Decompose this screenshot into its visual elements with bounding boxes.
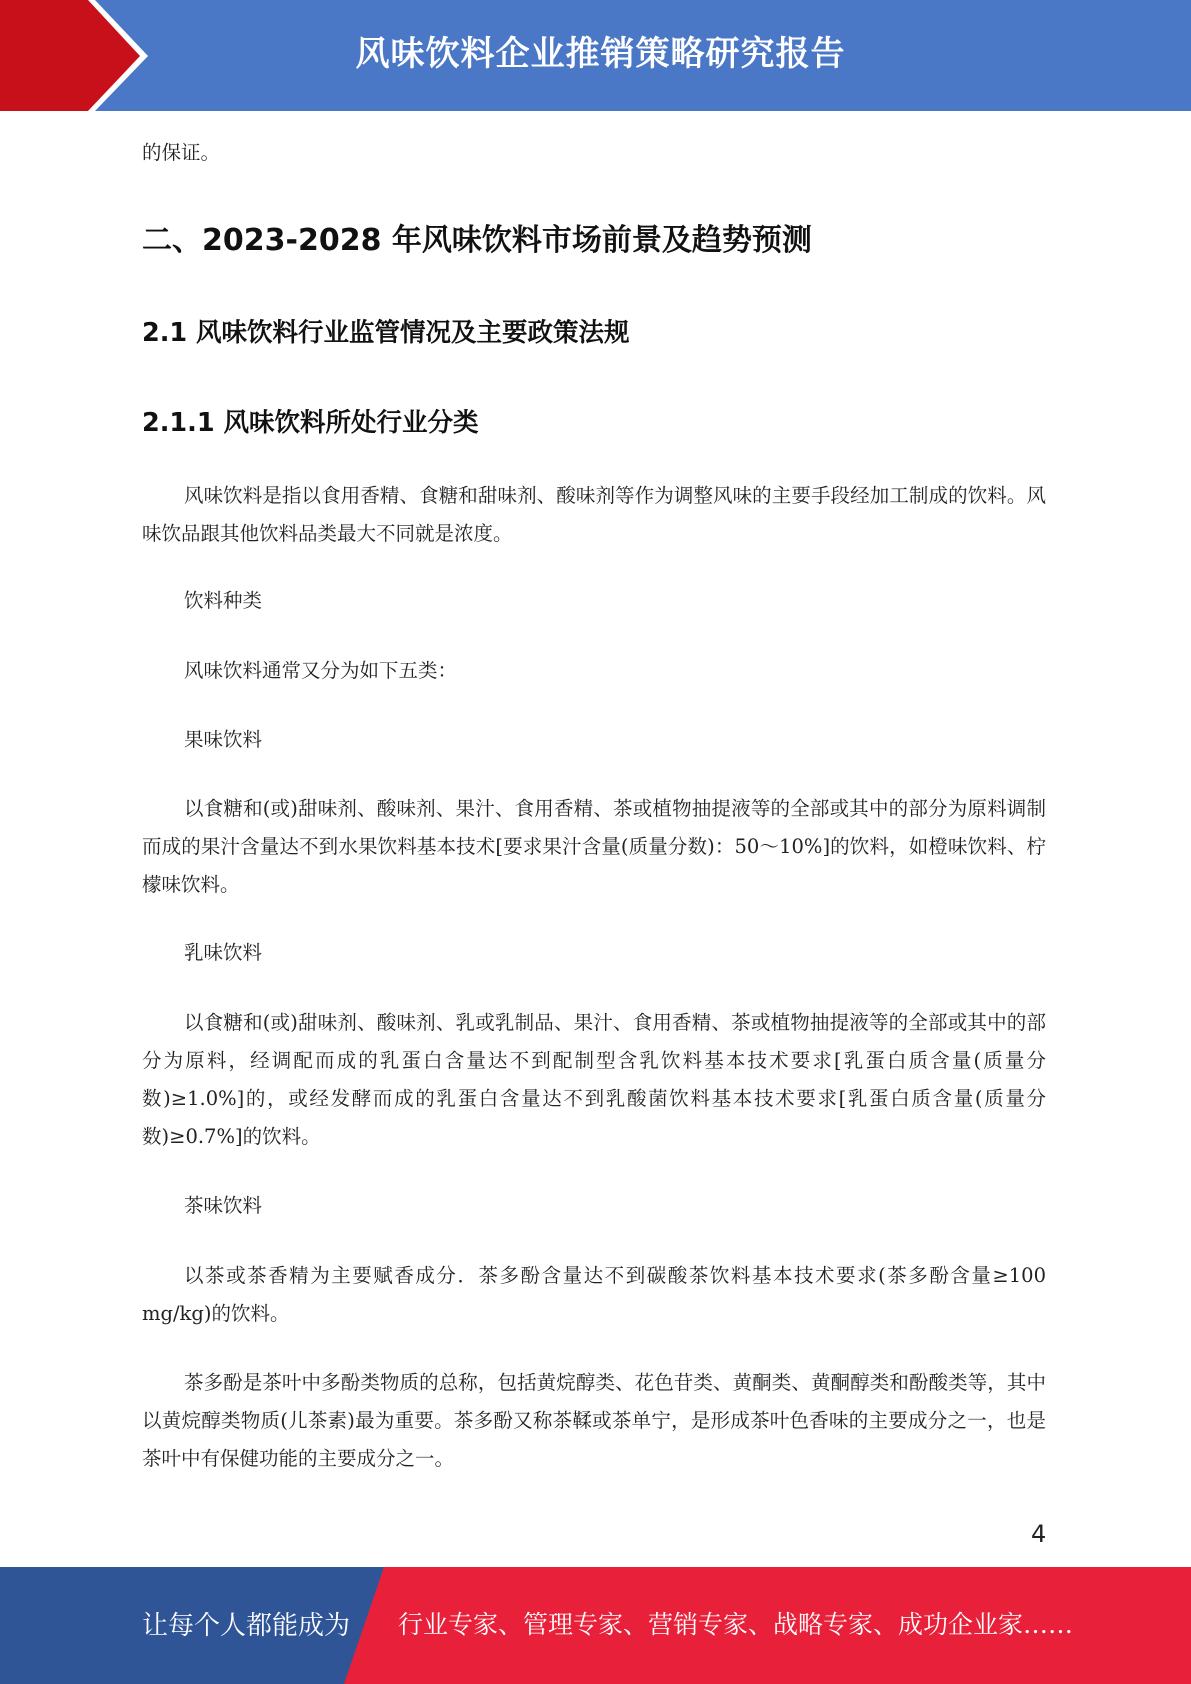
continuation-text: 的保证。 <box>142 141 221 164</box>
subsection-heading: 2.1 风味饮料行业监管情况及主要政策法规 <box>142 318 630 348</box>
paragraph-tea-polyphenols: 茶多酚是茶叶中多酚类物质的总称，包括黄烷醇类、花色苷类、黄酮类、黄酮醇类和酚酸类等，其中以黄烷醇类物质(儿茶素)最为重要。茶多酚又称茶鞣或茶单宁，是形成茶叶色香味的主要成分之一，也是茶叶中有保健功能的主要成分之一。 <box>142 1371 1046 1470</box>
paragraph-tea-flavor: 以茶或茶香精为主要赋香成分．茶多酚含量达不到碳酸茶饮料基本技术要求(茶多酚含量≥100 mg/kg)的饮料。 <box>142 1264 1046 1325</box>
footer-slogan-right: 行业专家、管理专家、营销专家、战略专家、成功企业家…… <box>398 1610 1074 1639</box>
paragraph-beverage-types: 饮料种类 <box>184 589 263 612</box>
paragraph-tea-flavor-title: 茶味饮料 <box>184 1194 263 1217</box>
paragraph-fruit-flavor-title: 果味饮料 <box>184 728 263 751</box>
page-number: 4 <box>1031 1520 1047 1548</box>
paragraph-fruit-flavor: 以食糖和(或)甜味剂、酸味剂、果汁、食用香精、茶或植物抽提液等的全部或其中的部分为原料调制而成的果汁含量达不到水果饮料基本技术[要求果汁含量(质量分数)：50～10%]的饮料，如橙味饮料、柠檬味饮料。 <box>142 797 1046 896</box>
page-header <box>0 0 1191 111</box>
sub-subsection-heading: 2.1.1 风味饮料所处行业分类 <box>142 408 479 438</box>
paragraph-definition: 风味饮料是指以食用香精、食糖和甜味剂、酸味剂等作为调整风味的主要手段经加工制成的饮料。风味饮品跟其他饮料品类最大不同就是浓度。 <box>142 484 1046 545</box>
section-heading: 二、2023-2028 年风味饮料市场前景及趋势预测 <box>142 223 812 258</box>
paragraph-milk-flavor: 以食糖和(或)甜味剂、酸味剂、乳或乳制品、果汁、食用香精、茶或植物抽提液等的全部或其中的部分为原料，经调配而成的乳蛋白含量达不到配制型含乳饮料基本技术要求[乳蛋白质含量(质量分数)≥1.0%]的，或经发酵而成的乳蛋白含量达不到乳酸菌饮料基本技术要求[乳蛋白质含量(质量分数)≥0.7%]的饮料。 <box>142 1011 1046 1148</box>
paragraph-milk-flavor-title: 乳味饮料 <box>184 941 263 964</box>
footer-slogan-left: 让每个人都能成为 <box>142 1611 351 1641</box>
paragraph-five-categories: 风味饮料通常又分为如下五类： <box>184 659 458 682</box>
report-title: 风味饮料企业推销策略研究报告 <box>355 34 846 74</box>
page-footer <box>0 1567 1191 1684</box>
